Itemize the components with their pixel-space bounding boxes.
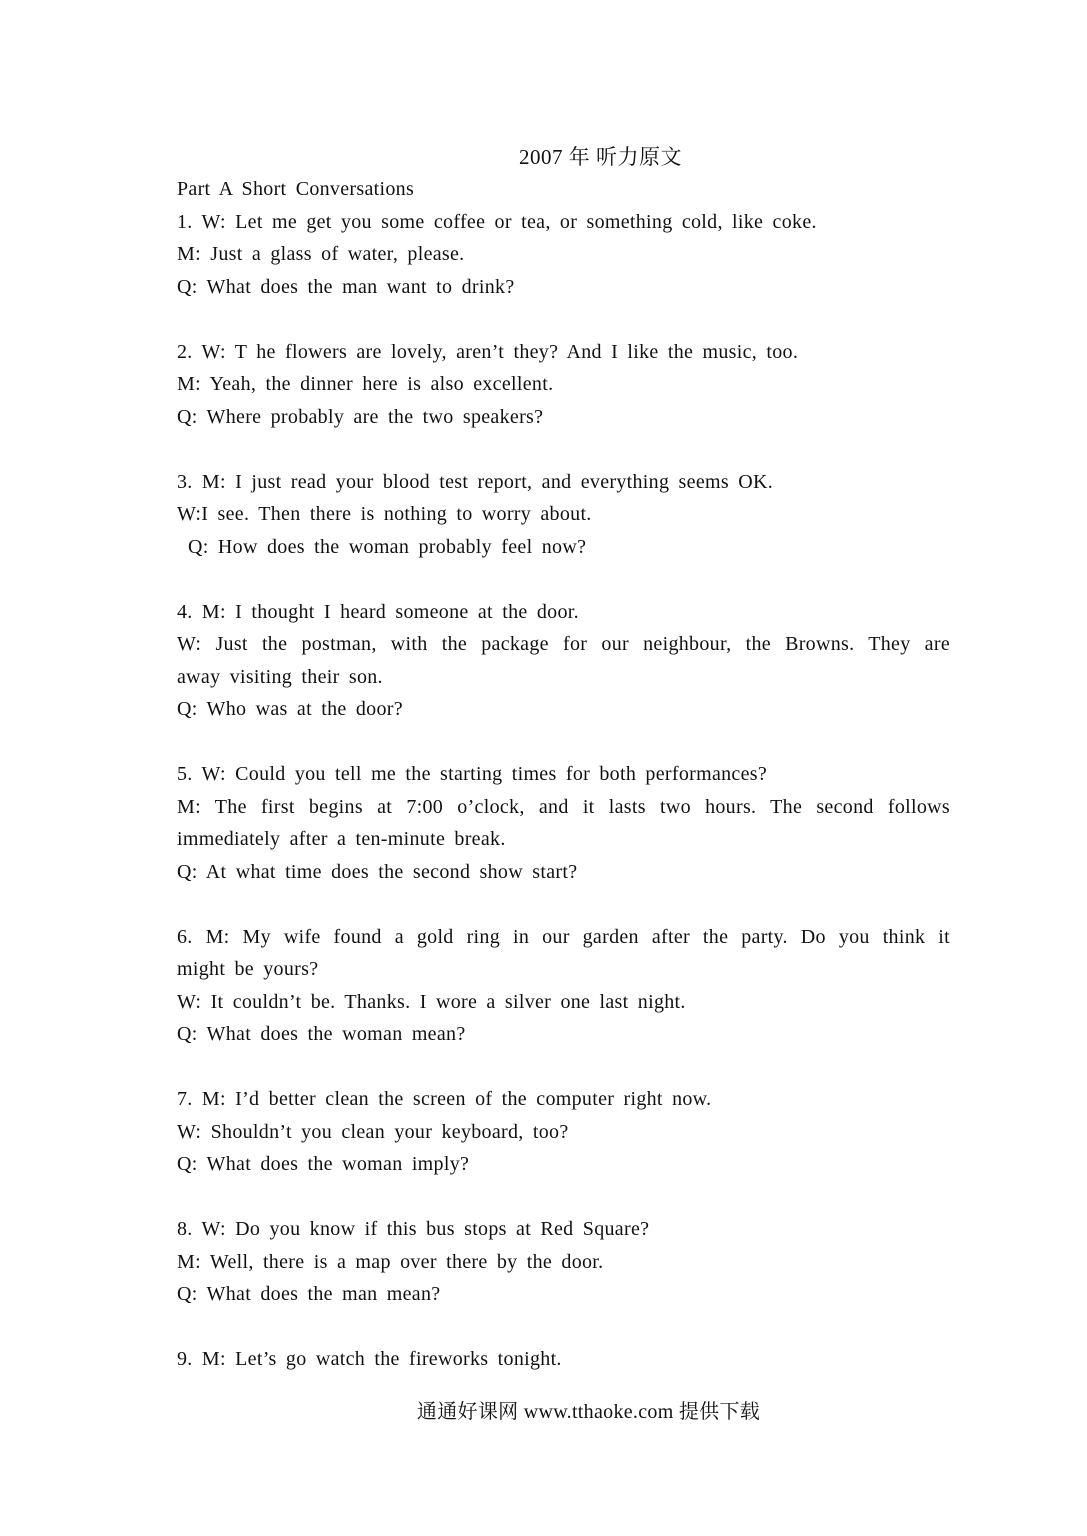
text-line: 9. M: Let’s go watch the fireworks tonight. — [177, 1348, 562, 1370]
text-line: M: Well, there is a map over there by the door. — [177, 1250, 604, 1273]
text-line: 5. W: Could you tell me the starting times for both performances? — [177, 763, 768, 785]
text-line: 7. M: I’d better clean the screen of the computer right now. — [177, 1088, 712, 1110]
text-line: M: Just a glass of water, please. — [177, 243, 465, 265]
text-line: M: Yeah, the dinner here is also excellent. — [177, 373, 554, 395]
text-line: Q: What does the woman mean? — [177, 1023, 466, 1045]
text-line: Q: At what time does the second show start? — [177, 860, 578, 883]
text-line: 8. W: Do you know if this bus stops at Red Square? — [177, 1218, 650, 1240]
text-line: W: Shouldn’t you clean your keyboard, too? — [177, 1120, 569, 1143]
paragraph-gap — [177, 563, 950, 596]
text-line: 1. W: Let me get you some coffee or tea, or something cold, like coke. — [177, 210, 817, 233]
document-title: 2007 年 听力原文 — [519, 145, 682, 169]
text-line: Q: How does the woman probably feel now? — [188, 535, 587, 558]
text-line: 6. M: My wife found a gold ring in our garden after the party. Do you think it — [177, 925, 950, 948]
text-line: Q: Who was at the door? — [177, 698, 403, 720]
paragraph-gap — [177, 1181, 950, 1214]
text-line: 2. W: T he flowers are lovely, aren’t they? And I like the music, too. — [177, 340, 799, 363]
text-line: W: It couldn’t be. Thanks. I wore a silver one last night. — [177, 990, 686, 1013]
text-line: W:I see. Then there is nothing to worry about. — [177, 503, 592, 525]
paragraph-gap — [177, 433, 950, 466]
text-line: Q: What does the man mean? — [177, 1283, 441, 1305]
paragraph-gap — [177, 1311, 950, 1344]
paragraph-gap — [177, 726, 950, 759]
text-line: Q: Where probably are the two speakers? — [177, 405, 544, 428]
text-line: might be yours? — [177, 958, 319, 980]
section-heading: Part A Short Conversations — [177, 178, 415, 200]
paragraph-gap — [177, 1051, 950, 1084]
text-line: 4. M: I thought I heard someone at the door. — [177, 600, 579, 623]
page-footer: 通通好课网 www.tthaoke.com 提供下载 — [416, 1401, 761, 1423]
paragraph-gap — [177, 888, 950, 921]
text-line: M: The first begins at 7:00 o’clock, and it lasts two hours. The second follows — [177, 795, 950, 818]
text-line: away visiting their son. — [177, 665, 383, 688]
text-line: immediately after a ten-minute break. — [177, 828, 506, 850]
paragraph-gap — [177, 303, 950, 336]
text-line: Q: What does the man want to drink? — [177, 275, 515, 298]
document-body — [177, 173, 950, 1376]
text-line: Q: What does the woman imply? — [177, 1153, 470, 1175]
text-line: W: Just the postman, with the package for our neighbour, the Browns. They are — [177, 633, 950, 655]
text-line: 3. M: I just read your blood test report, and everything seems OK. — [177, 470, 774, 493]
